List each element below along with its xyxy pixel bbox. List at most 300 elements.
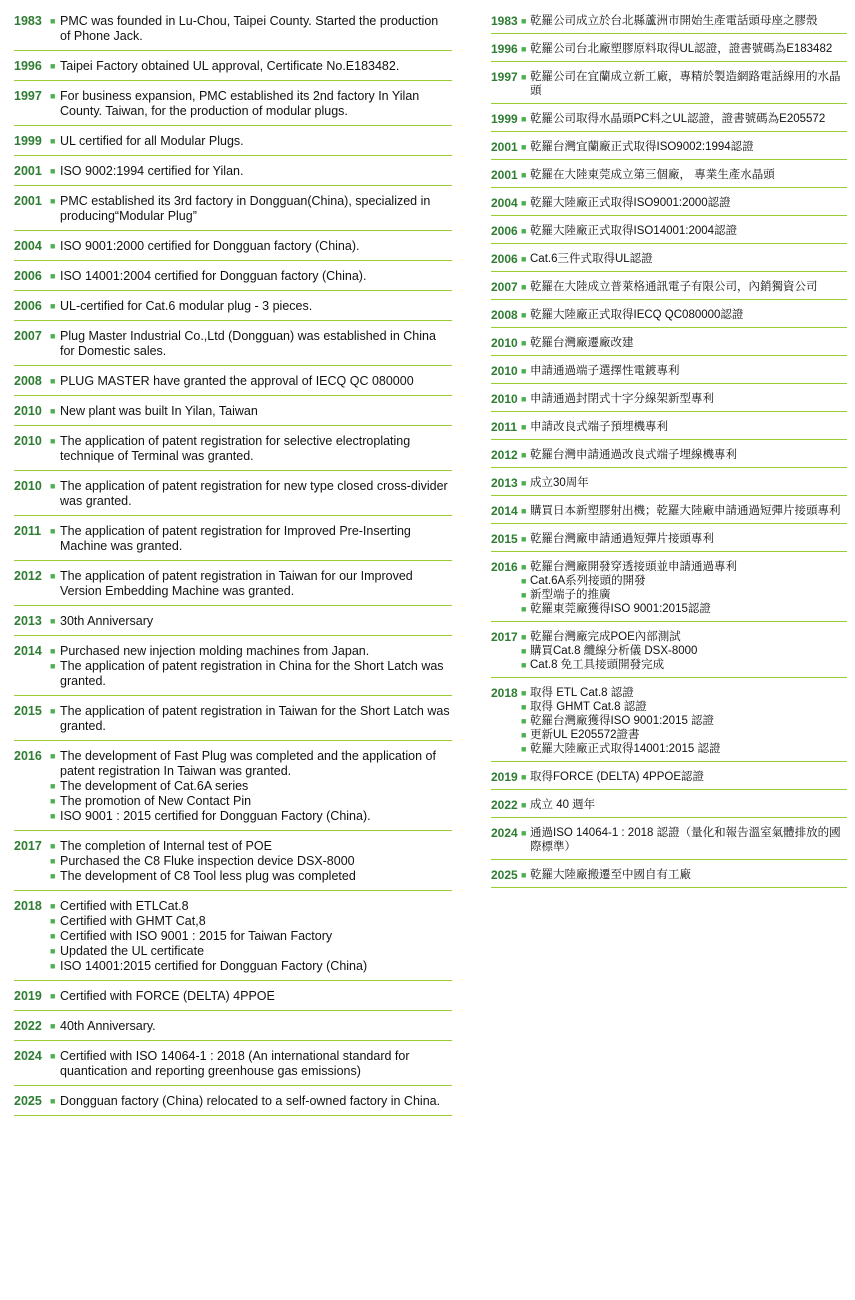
entry-text: 取得 GHMT Cat.8 認證 [530,701,647,713]
square-bullet-icon: ■ [521,800,527,810]
square-bullet-icon: ■ [521,744,527,754]
entry-text: The application of patent registration for Improved Pre-Inserting Machine was granted. [60,524,411,553]
entry-text: 乾羅台灣宜蘭廠正式取得ISO9002:1994認證 [530,141,754,153]
square-bullet-icon: ■ [50,571,56,581]
entry-text: The application of patent registration in Taiwan for our Improved Version Embedding Machine was granted. [60,569,413,598]
entry-text: Purchased the C8 Fluke inspection device DSX-8000 [60,854,355,868]
entry-lines [521,476,847,490]
entry-year: 2025 [14,1094,42,1108]
entry-line [50,929,452,944]
entry-text: 乾羅台灣廠獲得ISO 9001:2015 認證 [530,715,715,727]
timeline-entry [14,704,452,741]
entry-text: Certified with GHMT Cat,8 [60,914,206,928]
square-bullet-icon: ■ [50,991,56,1001]
entry-text: 乾羅公司在宜蘭成立新工廠，專精於製造網路電話線用的水晶頭 [530,71,841,97]
timeline-entry [14,194,452,231]
entry-line [50,659,452,689]
entry-year: 2008 [491,308,518,322]
timeline-entry [491,630,847,678]
timeline-entry [14,569,452,606]
square-bullet-icon: ■ [50,1051,56,1061]
entry-year: 2022 [14,1019,42,1033]
entry-text: 乾羅大陸廠正式取得ISO14001:2004認證 [530,225,738,237]
chinese-timeline [491,14,847,896]
timeline-entry [14,89,452,126]
square-bullet-icon: ■ [50,526,56,536]
entry-lines [521,112,847,126]
entry-lines [521,770,847,784]
entry-year: 2010 [491,364,518,378]
entry-line [521,140,847,154]
square-bullet-icon: ■ [50,901,56,911]
square-bullet-icon: ■ [521,660,527,670]
entry-text: 取得FORCE (DELTA) 4PPOE認證 [530,771,705,783]
entry-year: 1999 [14,134,42,148]
entry-year: 1996 [491,42,518,56]
entry-line [521,728,847,742]
entry-year: 2010 [491,336,518,350]
entry-line [50,194,452,224]
entry-line [50,704,452,734]
timeline-entry [14,749,452,831]
entry-lines [521,560,847,616]
entry-line [521,112,847,126]
entry-line [50,374,452,389]
entry-year: 2010 [14,434,42,448]
entry-text: 乾羅東莞廠獲得ISO 9001:2015認證 [530,603,711,615]
square-bullet-icon: ■ [521,16,527,26]
entry-lines [521,448,847,462]
entry-line [50,794,452,809]
entry-lines [521,224,847,238]
entry-year: 2016 [14,749,42,763]
entry-year: 2022 [491,798,518,812]
entry-lines [50,569,452,599]
entry-text: Certified with ISO 9001 : 2015 for Taiwan Factory [60,929,333,943]
square-bullet-icon: ■ [50,376,56,386]
entry-text: 成立30周年 [530,477,589,489]
timeline-entry [491,336,847,356]
entry-text: 新型端子的推廣 [530,589,611,601]
entry-text: 乾羅台灣廠完成POE內部測試 [530,631,681,643]
square-bullet-icon: ■ [50,751,56,761]
timeline-entry [491,868,847,888]
entry-text: Updated the UL certificate [60,944,205,958]
entry-text: 乾羅台灣廠遷廠改建 [530,337,634,349]
entry-year: 2006 [491,224,518,238]
timeline-entry [14,1049,452,1086]
square-bullet-icon: ■ [521,632,527,642]
entry-text: 申請通過封閉式十字分線架新型專利 [530,393,714,405]
square-bullet-icon: ■ [50,241,56,251]
square-bullet-icon: ■ [50,661,56,671]
entry-lines [50,1094,452,1109]
entry-line [521,602,847,616]
entry-text: 購買Cat.8 纜線分析儀 DSX-8000 [530,645,698,657]
timeline-entry [491,798,847,818]
entry-lines [50,329,452,359]
entry-text: Dongguan factory (China) relocated to a self-owned factory in China. [60,1094,441,1108]
entry-text: The development of C8 Tool less plug was completed [60,869,356,883]
entry-text: 通過ISO 14064-1 : 2018 認證（量化和報告溫室氣體排放的國際標準） [530,827,841,853]
entry-text: ISO 14001:2004 certified for Dongguan factory (China). [60,269,367,283]
entry-line [521,574,847,588]
square-bullet-icon: ■ [521,716,527,726]
entry-lines [50,749,452,824]
entry-text: Purchased new injection molding machines from Japan. [60,644,370,658]
entry-text: 乾羅在大陸東莞成立第三個廠， 專業生產水晶頭 [530,169,775,181]
entry-line [521,70,847,98]
entry-line [521,868,847,882]
entry-text: Cat.6三件式取得UL認證 [530,253,653,265]
timeline-entry [491,420,847,440]
entry-line [50,854,452,869]
entry-lines [50,704,452,734]
entry-year: 2008 [14,374,42,388]
timeline-entry [491,392,847,412]
entry-text: The application of patent registration for new type closed cross-divider was granted. [60,479,448,508]
square-bullet-icon: ■ [521,772,527,782]
square-bullet-icon: ■ [50,331,56,341]
entry-text: ISO 14001:2015 certified for Dongguan Factory (China) [60,959,368,973]
entry-lines [50,59,452,74]
timeline-entry [14,239,452,261]
timeline-entry [491,224,847,244]
square-bullet-icon: ■ [521,198,527,208]
entry-year: 2001 [14,194,42,208]
timeline-entry [491,112,847,132]
entry-year: 2001 [491,168,518,182]
square-bullet-icon: ■ [50,16,56,26]
square-bullet-icon: ■ [521,170,527,180]
timeline-entry [14,839,452,891]
entry-year: 2017 [14,839,42,853]
square-bullet-icon: ■ [50,646,56,656]
timeline-entry [491,770,847,790]
entry-line [521,630,847,644]
entry-line [521,420,847,434]
entry-line [50,1019,452,1034]
square-bullet-icon: ■ [521,506,527,516]
entry-year: 2010 [491,392,518,406]
entry-lines [50,839,452,884]
entry-text: 乾羅在大陸成立普萊格通訊電子有限公司，內銷獨資公司 [530,281,818,293]
timeline-entry [14,164,452,186]
square-bullet-icon: ■ [521,730,527,740]
entry-line [50,299,452,314]
entry-text: Certified with FORCE (DELTA) 4PPOE [60,989,275,1003]
entry-text: 乾羅公司成立於台北縣蘆洲市開始生產電話頭母座之膠殼 [530,15,818,27]
entry-line [521,658,847,672]
entry-lines [50,14,452,44]
square-bullet-icon: ■ [50,706,56,716]
entry-line [521,448,847,462]
entry-year: 2019 [14,989,42,1003]
square-bullet-icon: ■ [521,366,527,376]
square-bullet-icon: ■ [50,1096,56,1106]
timeline-entry [14,404,452,426]
entry-year: 2011 [14,524,42,538]
entry-lines [50,134,452,149]
entry-lines [50,434,452,464]
square-bullet-icon: ■ [521,576,527,586]
timeline-entry [14,1019,452,1041]
entry-lines [521,252,847,266]
entry-year: 2001 [14,164,42,178]
square-bullet-icon: ■ [521,254,527,264]
entry-lines [521,420,847,434]
entry-lines [50,239,452,254]
square-bullet-icon: ■ [521,114,527,124]
timeline-entry [14,614,452,636]
square-bullet-icon: ■ [50,841,56,851]
entry-line [50,914,452,929]
entry-lines [50,1049,452,1079]
entry-text: 乾羅台灣申請通過改良式端子埋線機專利 [530,449,737,461]
entry-year: 2018 [14,899,42,913]
square-bullet-icon: ■ [50,406,56,416]
entry-line [50,164,452,179]
entry-year: 2025 [491,868,518,882]
square-bullet-icon: ■ [50,481,56,491]
entry-text: The development of Fast Plug was completed and the application of patent registration In Taiwan was granted. [60,749,436,778]
entry-text: 乾羅大陸廠正式取得14001:2015 認證 [530,743,721,755]
square-bullet-icon: ■ [50,796,56,806]
entry-text: 乾羅台灣廠開發穿透接頭並申請通過專利 [530,561,737,573]
entry-text: The application of patent registration in China for the Short Latch was granted. [60,659,444,688]
entry-lines [521,308,847,322]
entry-line [521,700,847,714]
entry-line [50,404,452,419]
timeline-entry [14,1094,452,1116]
entry-line [521,224,847,238]
entry-year: 2004 [14,239,42,253]
entry-text: For business expansion, PMC established its 2nd factory In Yilan County. Taiwan, for the production of modular plugs. [60,89,420,118]
entry-year: 2014 [14,644,42,658]
entry-line [50,959,452,974]
entry-line [50,989,452,1004]
timeline-entry [491,252,847,272]
timeline-entry [491,504,847,524]
square-bullet-icon: ■ [521,646,527,656]
entry-year: 2010 [14,404,42,418]
entry-line [50,1049,452,1079]
entry-text: 申請通過端子選擇性電鍍專利 [530,365,680,377]
entry-line [521,826,847,854]
square-bullet-icon: ■ [50,871,56,881]
entry-lines [521,798,847,812]
entry-text: 乾羅大陸廠正式取得IECQ QC080000認證 [530,309,744,321]
timeline-entry [491,476,847,496]
entry-text: UL certified for all Modular Plugs. [60,134,244,148]
entry-text: Cat.6A系列接頭的開發 [530,575,646,587]
entry-lines [521,630,847,672]
timeline-entry [491,686,847,762]
entry-line [50,614,452,629]
entry-line [50,839,452,854]
entry-text: UL-certified for Cat.6 modular plug - 3 pieces. [60,299,313,313]
entry-lines [50,269,452,284]
entry-year: 2024 [491,826,518,840]
entry-year: 1996 [14,59,42,73]
square-bullet-icon: ■ [50,196,56,206]
entry-lines [521,826,847,854]
entry-line [50,14,452,44]
entry-lines [50,299,452,314]
square-bullet-icon: ■ [50,946,56,956]
entry-lines [521,504,847,518]
square-bullet-icon: ■ [521,72,527,82]
entry-line [50,1094,452,1109]
square-bullet-icon: ■ [50,301,56,311]
square-bullet-icon: ■ [50,271,56,281]
square-bullet-icon: ■ [521,310,527,320]
entry-lines [50,1019,452,1034]
square-bullet-icon: ■ [50,856,56,866]
entry-text: The completion of Internal test of POE [60,839,272,853]
square-bullet-icon: ■ [521,870,527,880]
entry-text: Taipei Factory obtained UL approval, Certificate No.E183482. [60,59,400,73]
timeline-entry [491,14,847,34]
entry-year: 2007 [491,280,518,294]
english-timeline [14,14,452,1124]
square-bullet-icon: ■ [50,616,56,626]
timeline-entry [491,364,847,384]
entry-line [521,588,847,602]
entry-lines [521,168,847,182]
entry-lines [50,164,452,179]
entry-year: 2015 [14,704,42,718]
entry-line [521,504,847,518]
timeline-entry [491,448,847,468]
entry-text: PLUG MASTER have granted the approval of IECQ QC 080000 [60,374,414,388]
entry-lines [50,614,452,629]
entry-year: 2014 [491,504,518,518]
square-bullet-icon: ■ [521,702,527,712]
entry-line [521,714,847,728]
entry-text: ISO 9001 : 2015 certified for Dongguan Factory (China). [60,809,371,823]
timeline-entry [491,826,847,860]
entry-text: 申請改良式端子預埋機專利 [530,421,668,433]
entry-year: 2013 [14,614,42,628]
square-bullet-icon: ■ [521,688,527,698]
entry-year: 2012 [14,569,42,583]
entry-text: The promotion of New Contact Pin [60,794,252,808]
entry-lines [521,280,847,294]
entry-text: 成立 40 週年 [530,799,596,811]
timeline-entry [14,299,452,321]
square-bullet-icon: ■ [521,422,527,432]
entry-lines [50,479,452,509]
entry-text: The application of patent registration in Taiwan for the Short Latch was granted. [60,704,450,733]
timeline-entry [491,70,847,104]
entry-line [50,944,452,959]
entry-year: 1983 [14,14,42,28]
timeline-entry [14,269,452,291]
square-bullet-icon: ■ [521,562,527,572]
timeline-entry [491,308,847,328]
entry-lines [521,14,847,28]
entry-year: 2024 [14,1049,42,1063]
entry-text: 購買日本新塑膠射出機；乾羅大陸廠申請通過短彈片接頭專利 [530,505,841,517]
timeline-entry [14,329,452,366]
entry-line [521,644,847,658]
entry-text: 更新UL E205572證書 [530,729,640,741]
timeline-entry [14,434,452,471]
entry-line [521,42,847,56]
square-bullet-icon: ■ [521,534,527,544]
entry-year: 2016 [491,560,518,574]
timeline-entry [14,374,452,396]
entry-lines [50,374,452,389]
entry-year: 2011 [491,420,518,434]
square-bullet-icon: ■ [50,61,56,71]
entry-year: 1983 [491,14,518,28]
entry-text: 乾羅台灣廠申請通過短彈片接頭專利 [530,533,714,545]
square-bullet-icon: ■ [50,961,56,971]
entry-line [50,524,452,554]
timeline-entry [14,134,452,156]
entry-year: 2010 [14,479,42,493]
entry-line [50,809,452,824]
entry-lines [521,140,847,154]
entry-text: 取得 ETL Cat.8 認證 [530,687,634,699]
entry-line [521,252,847,266]
square-bullet-icon: ■ [521,338,527,348]
entry-line [521,196,847,210]
entry-year: 1999 [491,112,518,126]
entry-line [521,476,847,490]
entry-line [50,269,452,284]
entry-year: 1997 [491,70,518,84]
entry-text: PMC was founded in Lu-Chou, Taipei County. Started the production of Phone Jack. [60,14,439,43]
entry-lines [521,392,847,406]
entry-year: 2017 [491,630,518,644]
square-bullet-icon: ■ [50,166,56,176]
entry-line [50,749,452,779]
entry-year: 1997 [14,89,42,103]
entry-line [521,560,847,574]
entry-line [521,14,847,28]
square-bullet-icon: ■ [521,142,527,152]
entry-lines [50,989,452,1004]
entry-line [521,336,847,350]
square-bullet-icon: ■ [521,604,527,614]
entry-lines [521,532,847,546]
entry-line [521,308,847,322]
entry-line [50,479,452,509]
entry-text: 乾羅公司取得水晶頭PC料之UL認證，證書號碼為E205572 [530,113,826,125]
entry-text: ISO 9001:2000 certified for Dongguan factory (China). [60,239,360,253]
timeline-entry [14,59,452,81]
timeline-entry [491,280,847,300]
entry-line [521,686,847,700]
square-bullet-icon: ■ [521,828,527,838]
entry-year: 2004 [491,196,518,210]
square-bullet-icon: ■ [521,44,527,54]
entry-text: The development of Cat.6A series [60,779,249,793]
square-bullet-icon: ■ [521,478,527,488]
entry-lines [521,868,847,882]
entry-text: Cat.8 免工具接頭開發完成 [530,659,665,671]
entry-lines [50,194,452,224]
square-bullet-icon: ■ [521,226,527,236]
entry-line [50,59,452,74]
entry-lines [50,89,452,119]
entry-lines [50,644,452,689]
entry-year: 2001 [491,140,518,154]
entry-lines [50,524,452,554]
